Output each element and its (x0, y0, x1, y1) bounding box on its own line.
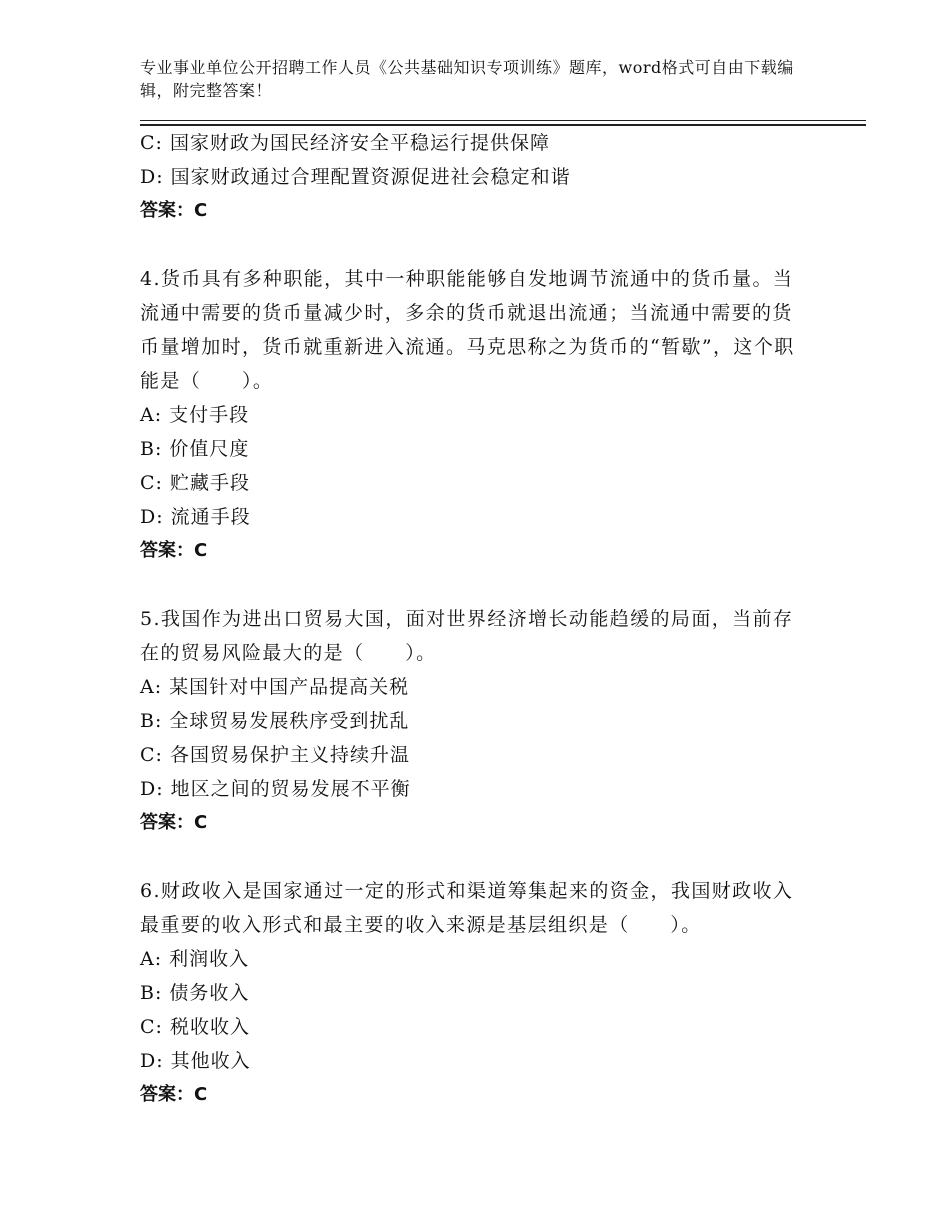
option-d: D: 流通手段 (140, 506, 251, 528)
option-c: C: 国家财政为国民经济安全平稳运行提供保障 (140, 132, 550, 154)
question-6 (140, 874, 800, 1112)
option-b: B: 全球贸易发展秩序受到扰乱 (140, 710, 410, 732)
question-4 (140, 262, 800, 568)
option-a: A: 支付手段 (140, 404, 250, 426)
option-b: B: 价值尺度 (140, 438, 250, 460)
option-d: D: 国家财政通过合理配置资源促进社会稳定和谐 (140, 166, 571, 188)
answer-label: 答案：C (140, 540, 208, 561)
option-c: C: 税收收入 (140, 1016, 250, 1038)
document-header: 专业事业单位公开招聘工作人员《公共基础知识专项训练》题库，word格式可自由下载编辑，附完整答案！ (140, 58, 794, 100)
header-rule-thin (140, 120, 866, 121)
option-d: D: 其他收入 (140, 1050, 251, 1072)
question-list (140, 126, 800, 1112)
option-a: A: 利润收入 (140, 948, 250, 970)
option-c: C: 各国贸易保护主义持续升温 (140, 744, 410, 766)
option-a: A: 某国针对中国产品提高关税 (140, 676, 410, 698)
question-5 (140, 602, 800, 840)
option-c: C: 贮藏手段 (140, 472, 250, 494)
answer-label: 答案：C (140, 1084, 208, 1105)
question-text: 5.我国作为进出口贸易大国，面对世界经济增长动能趋缓的局面，当前存在的贸易风险最大的是（ ）。 (140, 608, 794, 664)
answer-label: 答案：C (140, 200, 208, 221)
question-text: 6.财政收入是国家通过一定的形式和渠道筹集起来的资金，我国财政收入最重要的收入形式和最主要的收入来源是基层组织是（ ）。 (140, 880, 794, 936)
option-d: D: 地区之间的贸易发展不平衡 (140, 778, 411, 800)
question-text: 4.货币具有多种职能，其中一种职能能够自发地调节流通中的货币量。当流通中需要的货币量减少时，多余的货币就退出流通；当流通中需要的货币量增加时，货币就重新进入流通。马克思称之为货币的“暂歇”，这个职能是（ ）。 (140, 268, 795, 392)
answer-label: 答案：C (140, 812, 208, 833)
partial-question-3 (140, 126, 800, 228)
option-b: B: 债务收入 (140, 982, 250, 1004)
